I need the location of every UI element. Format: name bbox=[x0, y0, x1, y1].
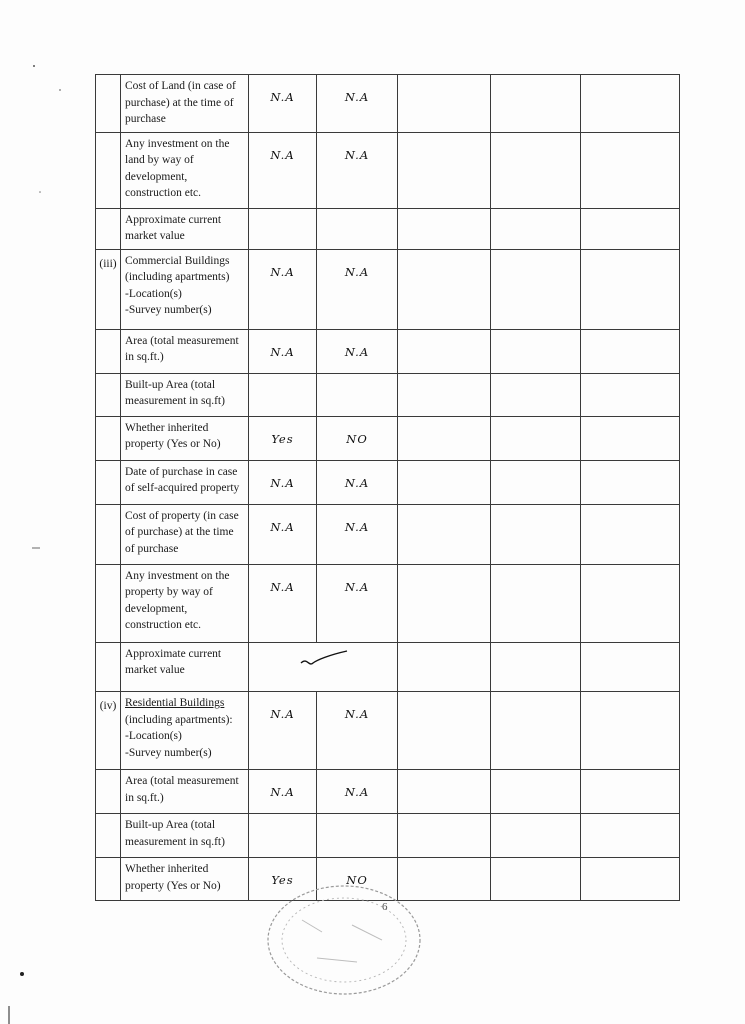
empty-cell bbox=[491, 75, 581, 133]
empty-cell bbox=[581, 208, 680, 249]
row-number bbox=[96, 75, 121, 133]
empty-cell bbox=[398, 208, 491, 249]
empty-cell bbox=[581, 460, 680, 504]
row-number bbox=[96, 416, 121, 460]
empty-cell bbox=[398, 416, 491, 460]
empty-cell bbox=[581, 858, 680, 901]
empty-cell bbox=[581, 692, 680, 770]
empty-cell bbox=[581, 564, 680, 642]
pen-stroke-mark bbox=[249, 643, 398, 687]
handwritten-entry-col1: N.A bbox=[249, 692, 317, 770]
scan-margin-specks bbox=[0, 0, 90, 1024]
handwritten-entry-col2: N.A bbox=[317, 692, 398, 770]
row-description: Any investment on the land by way of development, construction etc. bbox=[121, 132, 249, 208]
table-row bbox=[96, 460, 680, 504]
table-row bbox=[96, 249, 680, 329]
table-row bbox=[96, 504, 680, 564]
handwritten-entry-col2: N.A bbox=[317, 132, 398, 208]
handwritten-entry-col2: N.A bbox=[317, 504, 398, 564]
handwritten-entry-col1: N.A bbox=[249, 249, 317, 329]
handwritten-entry-col2: N.A bbox=[317, 564, 398, 642]
empty-cell bbox=[398, 692, 491, 770]
row-number: (iii) bbox=[96, 249, 121, 329]
empty-cell bbox=[398, 132, 491, 208]
handwritten-entry-col1: N.A bbox=[249, 460, 317, 504]
handwritten-entry-col2: NO bbox=[317, 858, 398, 901]
row-description: Date of purchase in case of self-acquired property bbox=[121, 460, 249, 504]
empty-cell bbox=[398, 564, 491, 642]
empty-cell bbox=[491, 770, 581, 814]
table-row bbox=[96, 770, 680, 814]
empty-cell bbox=[581, 249, 680, 329]
row-description: Built-up Area (total measurement in sq.ft) bbox=[121, 814, 249, 858]
handwritten-entry-col2 bbox=[317, 814, 398, 858]
table-row bbox=[96, 329, 680, 373]
table-row bbox=[96, 373, 680, 416]
handwritten-entry-col1: N.A bbox=[249, 770, 317, 814]
row-number bbox=[96, 814, 121, 858]
assets-declaration-table bbox=[95, 74, 680, 901]
empty-cell bbox=[491, 460, 581, 504]
handwritten-entry-col2 bbox=[317, 373, 398, 416]
handwritten-entry-col1: N.A bbox=[249, 132, 317, 208]
handwritten-entry-col1: N.A bbox=[249, 504, 317, 564]
row-description: Built-up Area (total measurement in sq.ft) bbox=[121, 373, 249, 416]
row-number bbox=[96, 132, 121, 208]
row-number bbox=[96, 770, 121, 814]
row-description: Cost of Land (in case of purchase) at the time of purchase bbox=[121, 75, 249, 133]
empty-cell bbox=[581, 416, 680, 460]
empty-cell bbox=[581, 504, 680, 564]
empty-cell bbox=[398, 460, 491, 504]
handwritten-entry-col2: N.A bbox=[317, 249, 398, 329]
handwritten-entry-col1: Yes bbox=[249, 858, 317, 901]
empty-cell bbox=[398, 504, 491, 564]
empty-cell bbox=[581, 770, 680, 814]
table-row bbox=[96, 692, 680, 770]
empty-cell bbox=[581, 814, 680, 858]
row-description: Any investment on the property by way of development, construction etc. bbox=[121, 564, 249, 642]
table-row bbox=[96, 75, 680, 133]
empty-cell bbox=[491, 858, 581, 901]
handwritten-entry-col2: N.A bbox=[317, 460, 398, 504]
row-description: Approximate current market value bbox=[121, 208, 249, 249]
row-description: Whether inherited property (Yes or No) bbox=[121, 416, 249, 460]
row-number bbox=[96, 642, 121, 692]
row-description: Whether inherited property (Yes or No) bbox=[121, 858, 249, 901]
handwritten-entry-col2: N.A bbox=[317, 329, 398, 373]
table-row bbox=[96, 814, 680, 858]
empty-cell bbox=[581, 329, 680, 373]
empty-cell bbox=[581, 75, 680, 133]
row-number bbox=[96, 564, 121, 642]
row-number bbox=[96, 504, 121, 564]
official-stamp bbox=[262, 880, 426, 1000]
table-row bbox=[96, 642, 680, 692]
empty-cell bbox=[398, 814, 491, 858]
handwritten-dash-mark bbox=[249, 642, 398, 692]
handwritten-entry-col2: N.A bbox=[317, 75, 398, 133]
empty-cell bbox=[398, 329, 491, 373]
empty-cell bbox=[581, 642, 680, 692]
empty-cell bbox=[491, 329, 581, 373]
row-number bbox=[96, 373, 121, 416]
row-description: Cost of property (in case of purchase) at the time of purchase bbox=[121, 504, 249, 564]
empty-cell bbox=[398, 642, 491, 692]
row-number bbox=[96, 460, 121, 504]
empty-cell bbox=[581, 373, 680, 416]
empty-cell bbox=[491, 564, 581, 642]
handwritten-entry-col1: Yes bbox=[249, 416, 317, 460]
empty-cell bbox=[581, 132, 680, 208]
empty-cell bbox=[491, 642, 581, 692]
handwritten-entry-col1 bbox=[249, 373, 317, 416]
handwritten-entry-col2 bbox=[317, 208, 398, 249]
empty-cell bbox=[398, 249, 491, 329]
row-number bbox=[96, 208, 121, 249]
table-row bbox=[96, 132, 680, 208]
empty-cell bbox=[491, 692, 581, 770]
row-description: Area (total measurement in sq.ft.) bbox=[121, 770, 249, 814]
row-description: Commercial Buildings (including apartments) -Location(s) -Survey number(s) bbox=[121, 249, 249, 329]
table-row bbox=[96, 564, 680, 642]
page-number: 6 bbox=[382, 901, 388, 913]
table-row bbox=[96, 208, 680, 249]
empty-cell bbox=[491, 416, 581, 460]
empty-cell bbox=[491, 504, 581, 564]
empty-cell bbox=[491, 208, 581, 249]
empty-cell bbox=[491, 373, 581, 416]
handwritten-entry-col1: N.A bbox=[249, 329, 317, 373]
row-description: Residential Buildings (including apartments): -Location(s) -Survey number(s) bbox=[121, 692, 249, 770]
row-number: (iv) bbox=[96, 692, 121, 770]
handwritten-entry-col1: N.A bbox=[249, 564, 317, 642]
row-number bbox=[96, 329, 121, 373]
handwritten-entry-col1 bbox=[249, 814, 317, 858]
empty-cell bbox=[398, 770, 491, 814]
empty-cell bbox=[398, 75, 491, 133]
row-description: Approximate current market value bbox=[121, 642, 249, 692]
empty-cell bbox=[491, 814, 581, 858]
handwritten-entry-col2: N.A bbox=[317, 770, 398, 814]
row-number bbox=[96, 858, 121, 901]
empty-cell bbox=[398, 373, 491, 416]
handwritten-entry-col1 bbox=[249, 208, 317, 249]
empty-cell bbox=[491, 132, 581, 208]
handwritten-entry-col1: N.A bbox=[249, 75, 317, 133]
handwritten-entry-col2: NO bbox=[317, 416, 398, 460]
empty-cell bbox=[491, 249, 581, 329]
row-description: Area (total measurement in sq.ft.) bbox=[121, 329, 249, 373]
table-row bbox=[96, 416, 680, 460]
